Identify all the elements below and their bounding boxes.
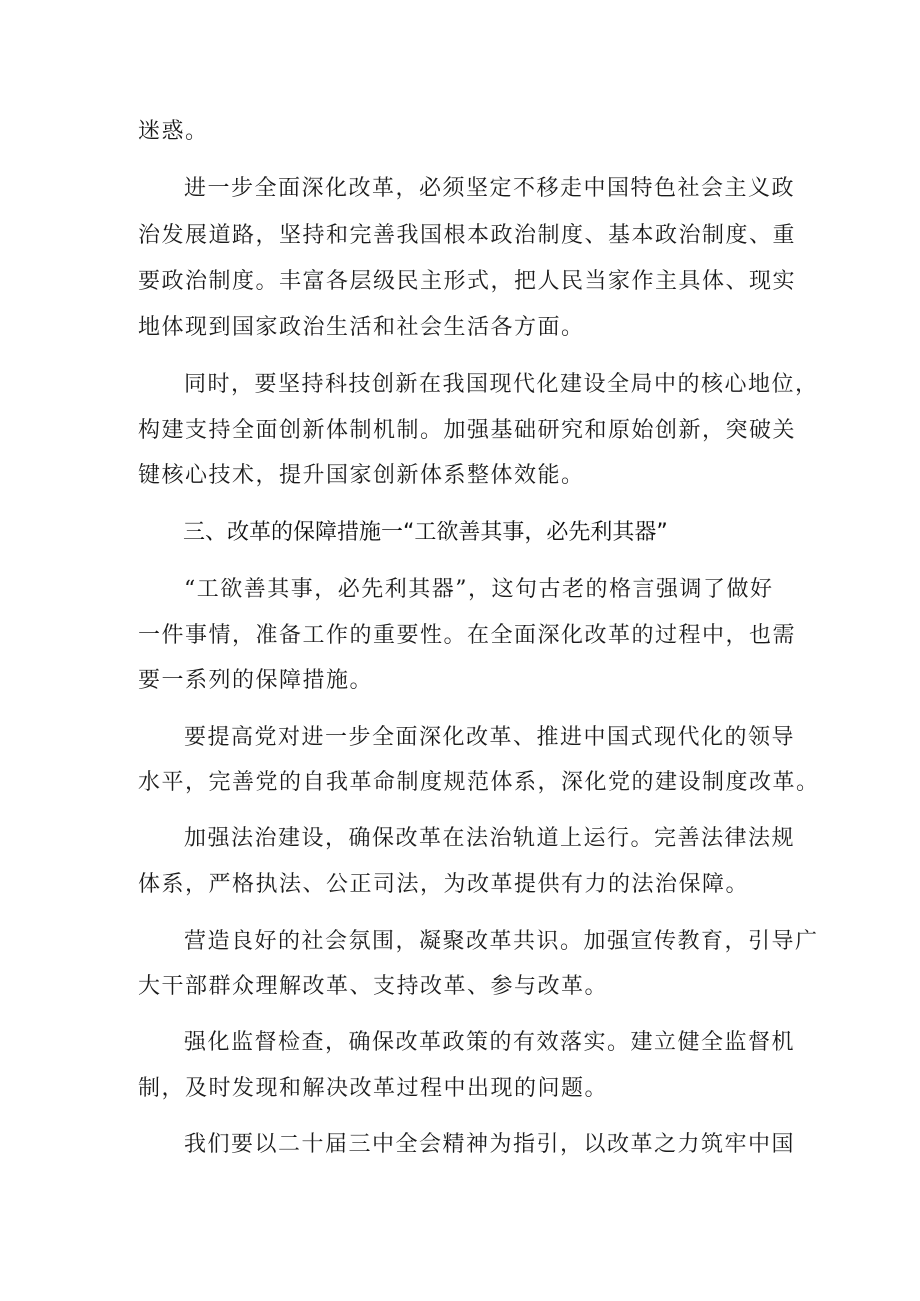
- paragraph-line: 制，及时发现和解决改革过程中出现的问题。: [138, 1076, 609, 1101]
- paragraph-line: 迷惑。: [138, 119, 209, 144]
- paragraph-line: 要一系列的保障措施。: [138, 668, 374, 693]
- paragraph-line: 键核心技术，提升国家创新体系整体效能。: [138, 463, 585, 488]
- paragraph-line: 加强法治建设，确保改革在法治轨道上运行。完善法律法规: [184, 826, 796, 851]
- paragraph-line: 一件事情，准备工作的重要性。在全面深化改革的过程中，也需: [138, 623, 797, 648]
- paragraph-line: 构建支持全面创新体制机制。加强基础研究和原始创新，突破关: [138, 418, 797, 443]
- paragraph-line: 治发展道路，坚持和完善我国根本政治制度、基本政治制度、重: [138, 223, 797, 248]
- paragraph-line: 体系，严格执法、公正司法，为改革提供有力的法治保障。: [138, 872, 750, 897]
- paragraph-line: 同时，要坚持科技创新在我国现代化建设全局中的核心地位，: [184, 372, 819, 397]
- paragraph-line: 要政治制度。丰富各层级民主形式，把人民当家作主具体、现实: [138, 269, 797, 294]
- paragraph-line: “工欲善其事，必先利其器”，这句古老的格言强调了做好: [184, 577, 774, 602]
- paragraph-line: 地体现到国家政治生活和社会生活各方面。: [138, 315, 585, 340]
- paragraph-line: 我们要以二十届三中全会精神为指引，以改革之力筑牢中国: [184, 1132, 796, 1157]
- paragraph-line: 水平，完善党的自我革命制度规范体系，深化党的建设制度改革。: [138, 770, 820, 795]
- paragraph-line: 要提高党对进一步全面深化改革、推进中国式现代化的领导: [184, 725, 796, 750]
- paragraph-line: 进一步全面深化改革，必须坚定不移走中国特色社会主义政: [184, 176, 796, 201]
- paragraph-line: 大干部群众理解改革、支持改革、参与改革。: [138, 974, 609, 999]
- paragraph-line: 营造良好的社会氛围，凝聚改革共识。加强宣传教育，引导广: [184, 929, 819, 954]
- paragraph-line: 强化监督检查，确保改革政策的有效落实。建立健全监督机: [184, 1030, 796, 1055]
- section-heading: 三、改革的保障措施一“工欲善其事，必先利其器”: [183, 520, 668, 545]
